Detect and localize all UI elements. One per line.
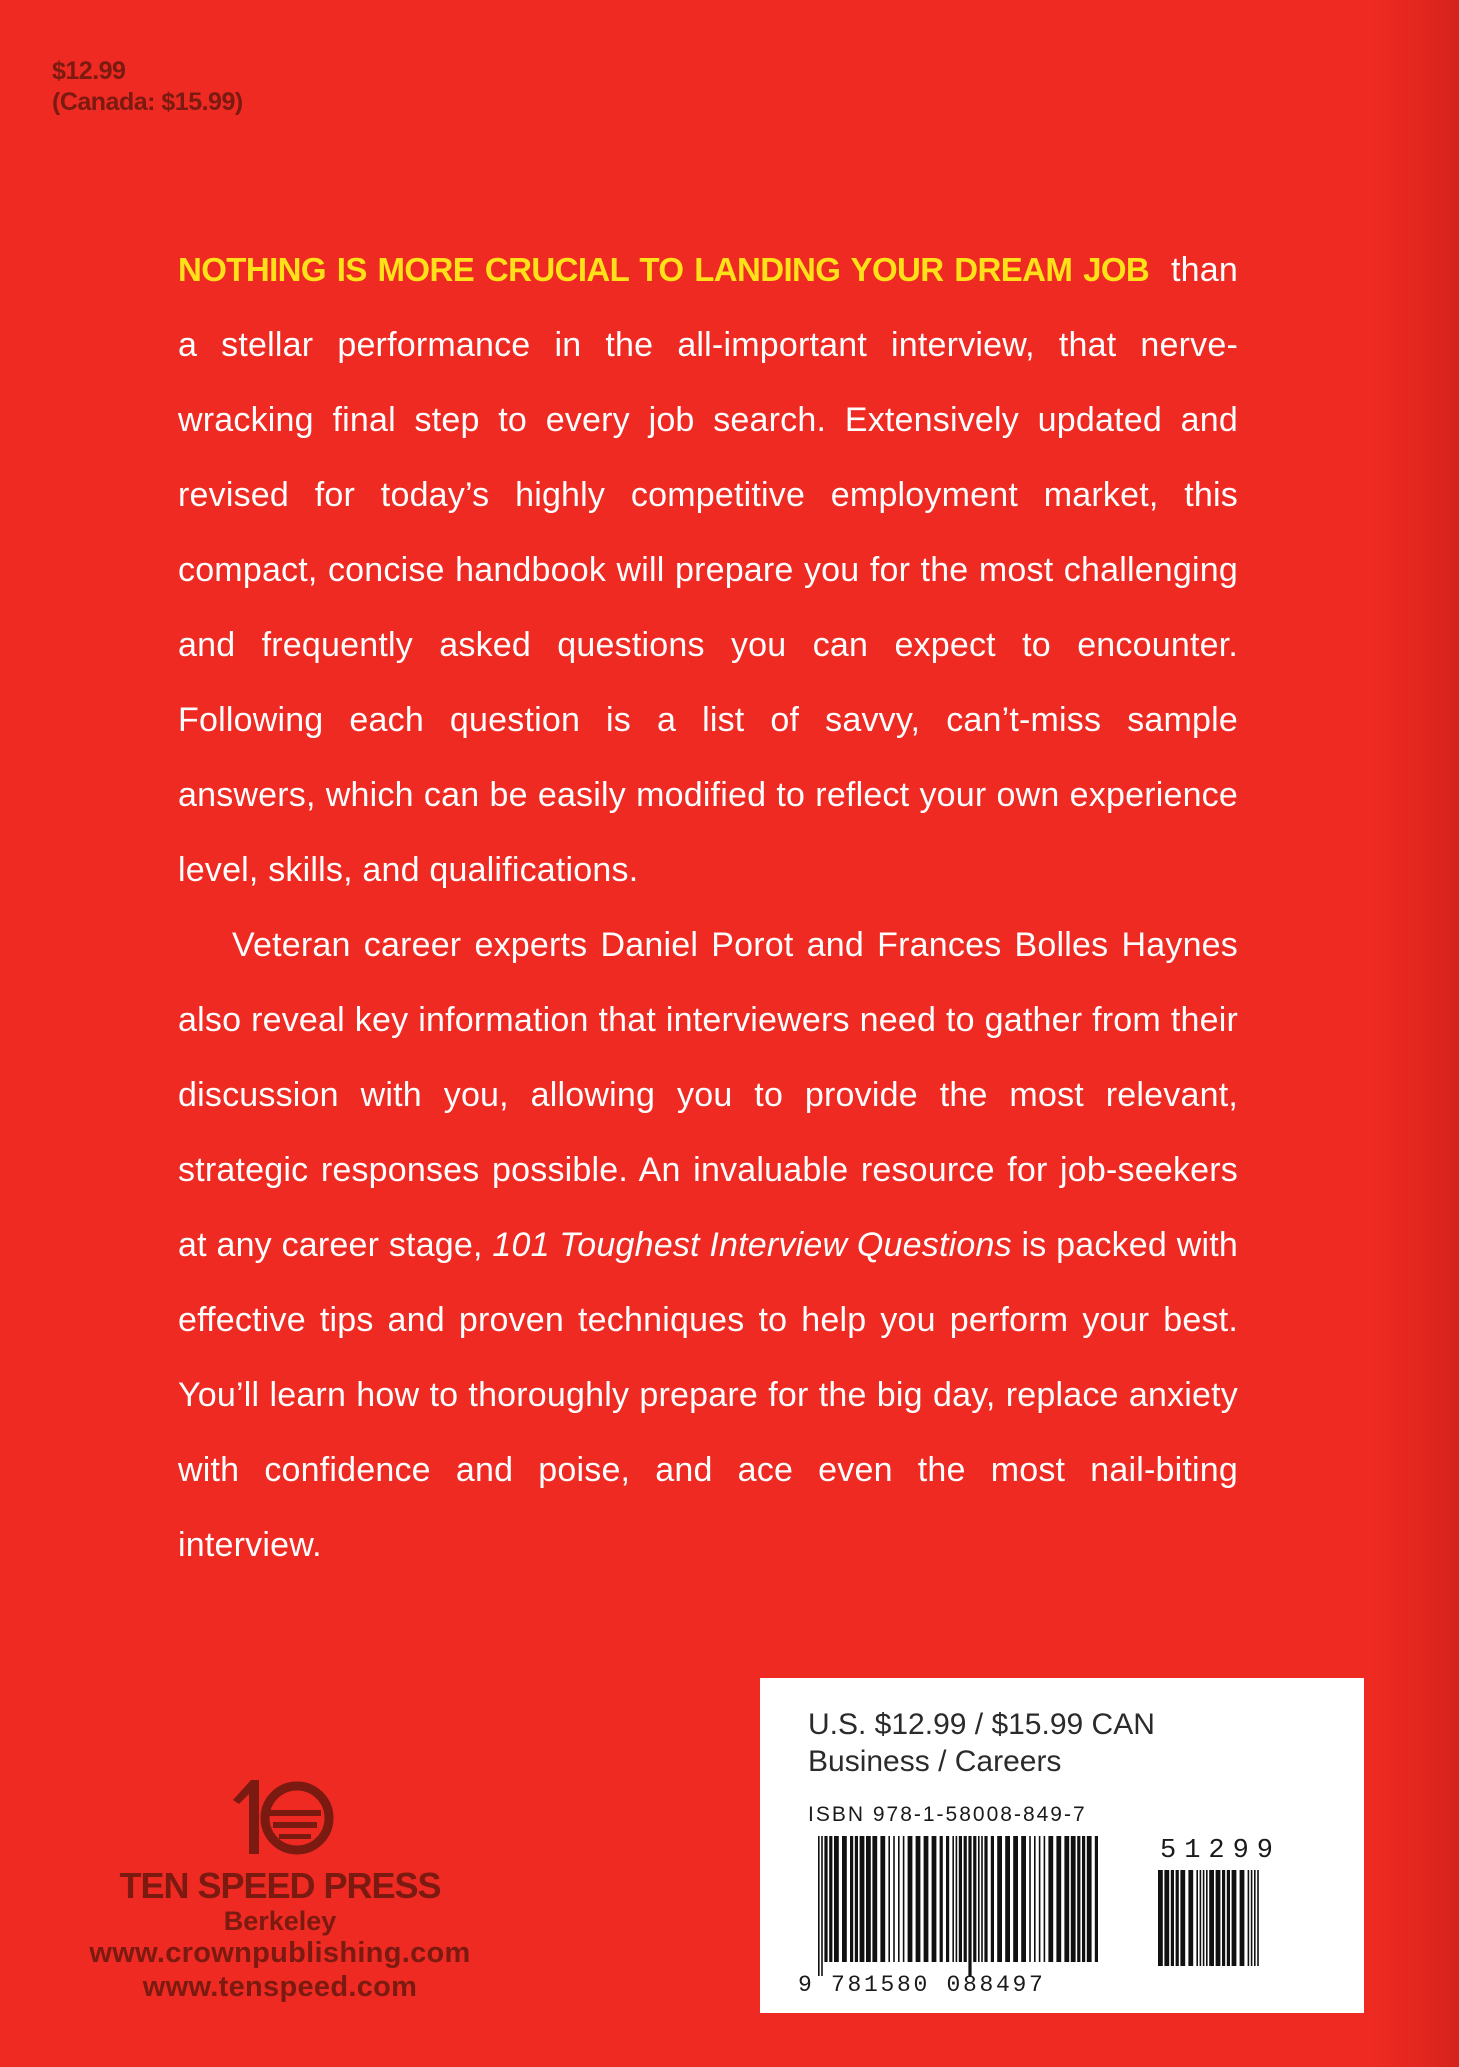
barcode-bar	[1077, 1836, 1080, 1962]
publisher-url-crown: www.crownpublishing.com	[89, 1937, 471, 1969]
ean-barcode	[816, 1836, 1098, 1976]
back-cover-blurb	[178, 232, 1238, 1583]
barcode-bar	[1034, 1836, 1036, 1962]
barcode-bar	[1021, 1836, 1026, 1962]
barcode-bar	[968, 1836, 971, 1976]
price-us: $12.99	[52, 57, 126, 85]
barcode-bar	[1203, 1870, 1205, 1966]
addon-digits: 51299	[1160, 1836, 1282, 1866]
barcode-bar	[829, 1836, 832, 1962]
barcode-bar	[834, 1836, 839, 1962]
barcode-bar	[880, 1836, 885, 1962]
barcode-bar	[1180, 1870, 1185, 1966]
barcode-bar	[908, 1836, 913, 1962]
publisher-url-tenspeed: www.tenspeed.com	[142, 1971, 418, 2003]
publisher-name: TEN SPEED PRESS	[119, 1865, 441, 1906]
barcode-bar	[916, 1836, 921, 1962]
barcode-bar	[981, 1836, 983, 1962]
barcode-bar	[866, 1836, 871, 1962]
barcode-bar	[1039, 1836, 1041, 1962]
cover-price	[52, 56, 243, 118]
barcode-bar	[860, 1836, 865, 1962]
barcode-bar	[1232, 1870, 1237, 1966]
barcode-bar	[1254, 1870, 1256, 1966]
barcode-bar	[1251, 1870, 1253, 1966]
barcode-bar	[872, 1836, 877, 1962]
isbn-label: ISBN 978-1-58008-849-7	[808, 1803, 1087, 1826]
ten-speed-logo-icon	[225, 1770, 335, 1860]
spine-shade	[1371, 0, 1459, 2067]
barcode-bar	[991, 1836, 994, 1962]
barcode-bar	[893, 1836, 895, 1962]
barcode-bar	[1240, 1870, 1245, 1966]
barcode-bar	[1206, 1870, 1208, 1966]
barcode-bar	[855, 1836, 858, 1962]
barcode-bar	[1209, 1870, 1214, 1966]
barcode-bar	[1164, 1870, 1169, 1966]
publisher-block	[40, 1770, 520, 2004]
price-addon-barcode	[1156, 1870, 1302, 1980]
barcode-box	[760, 1678, 1364, 2013]
barcode-bar	[973, 1836, 976, 1962]
barcode-bar	[818, 1836, 820, 1976]
blurb-paragraph-2	[178, 908, 1238, 1583]
barcode-price: U.S. $12.99 / $15.99 CAN	[808, 1708, 1155, 1741]
barcode-bar	[842, 1836, 847, 1962]
barcode-bar	[1222, 1870, 1225, 1966]
barcode-bar	[952, 1836, 954, 1962]
barcode-bar	[984, 1836, 987, 1962]
barcode-bar	[1056, 1836, 1061, 1962]
barcode-bar	[1071, 1836, 1076, 1962]
barcode-bar	[888, 1836, 890, 1962]
blurb-lead: NOTHING IS MORE CRUCIAL TO LANDING YOUR DREAM JOB	[178, 251, 1150, 288]
barcode-bar	[1216, 1870, 1221, 1966]
barcode-bar	[946, 1836, 949, 1962]
publisher-city: Berkeley	[223, 1906, 337, 1936]
barcode-bar	[898, 1836, 900, 1962]
barcode-bar	[1095, 1836, 1098, 1962]
barcode-bar	[1087, 1836, 1092, 1962]
barcode-bar	[1171, 1870, 1174, 1966]
blurb-paragraph-1	[178, 232, 1238, 908]
barcode-bar	[1044, 1836, 1046, 1962]
book-title: 101 Toughest Interview Questions	[492, 1226, 1012, 1264]
barcode-bar	[1176, 1870, 1179, 1966]
barcode-bar	[956, 1836, 958, 1962]
barcode-bar	[1188, 1870, 1193, 1966]
barcode-bar	[821, 1836, 823, 1976]
price-canada: (Canada: $15.99)	[52, 88, 243, 116]
blurb-p2-text-before: Veteran career experts Daniel Porot and Frances Bolles Haynes also reveal key information that interviewers need to gather from their discussion with you, allowing you to provide the most relevant, strategic responses possible. An invaluable resource for job-seekers at any career stage,	[178, 926, 1238, 1264]
barcode-bar	[959, 1836, 962, 1962]
barcode-bar	[1013, 1836, 1018, 1962]
barcode-bar	[964, 1836, 967, 1962]
barcode-digits: 9 781580 088497	[798, 1972, 1046, 1998]
barcode-bar	[1227, 1870, 1230, 1966]
barcode-bar	[1005, 1836, 1010, 1962]
barcode-bar	[850, 1836, 853, 1962]
barcode-bar	[1248, 1870, 1250, 1966]
barcode-bar	[1029, 1836, 1031, 1962]
barcode-bar	[1082, 1836, 1085, 1962]
blurb-p2-text-after: is packed with effective tips and proven techniques to help you perform your best. You’ll learn how to thoroughly prepare for the big day, replace anxiety with confidence and poise, and ace even the most nail-biting interview.	[178, 1226, 1238, 1564]
barcode-bar	[824, 1836, 827, 1962]
barcode-bar	[1158, 1870, 1163, 1966]
barcode-bar	[1196, 1870, 1198, 1966]
barcode-bar	[924, 1836, 929, 1962]
barcode-category: Business / Careers	[808, 1745, 1062, 1778]
barcode-bar	[997, 1836, 1002, 1962]
barcode-bar	[932, 1836, 937, 1962]
barcode-bar	[1064, 1836, 1069, 1962]
barcode-bar	[1200, 1870, 1202, 1966]
barcode-bar	[1048, 1836, 1053, 1962]
barcode-bar	[1257, 1870, 1259, 1966]
barcode-bar	[978, 1836, 980, 1962]
barcode-bar	[903, 1836, 905, 1962]
blurb-p1-text: than a stellar performance in the all-important interview, that nerve-wracking final step to every job search. Extensively updated and revised for today’s highly competitive employment market, this compact, concise handbook will prepare you for the most challenging and frequently asked questions you can expect to encounter. Following each question is a list of savvy, can’t-miss sample answers, which can be easily modified to reflect your own experience level, skills, and qualifications.	[178, 251, 1238, 889]
barcode-bar	[940, 1836, 943, 1962]
